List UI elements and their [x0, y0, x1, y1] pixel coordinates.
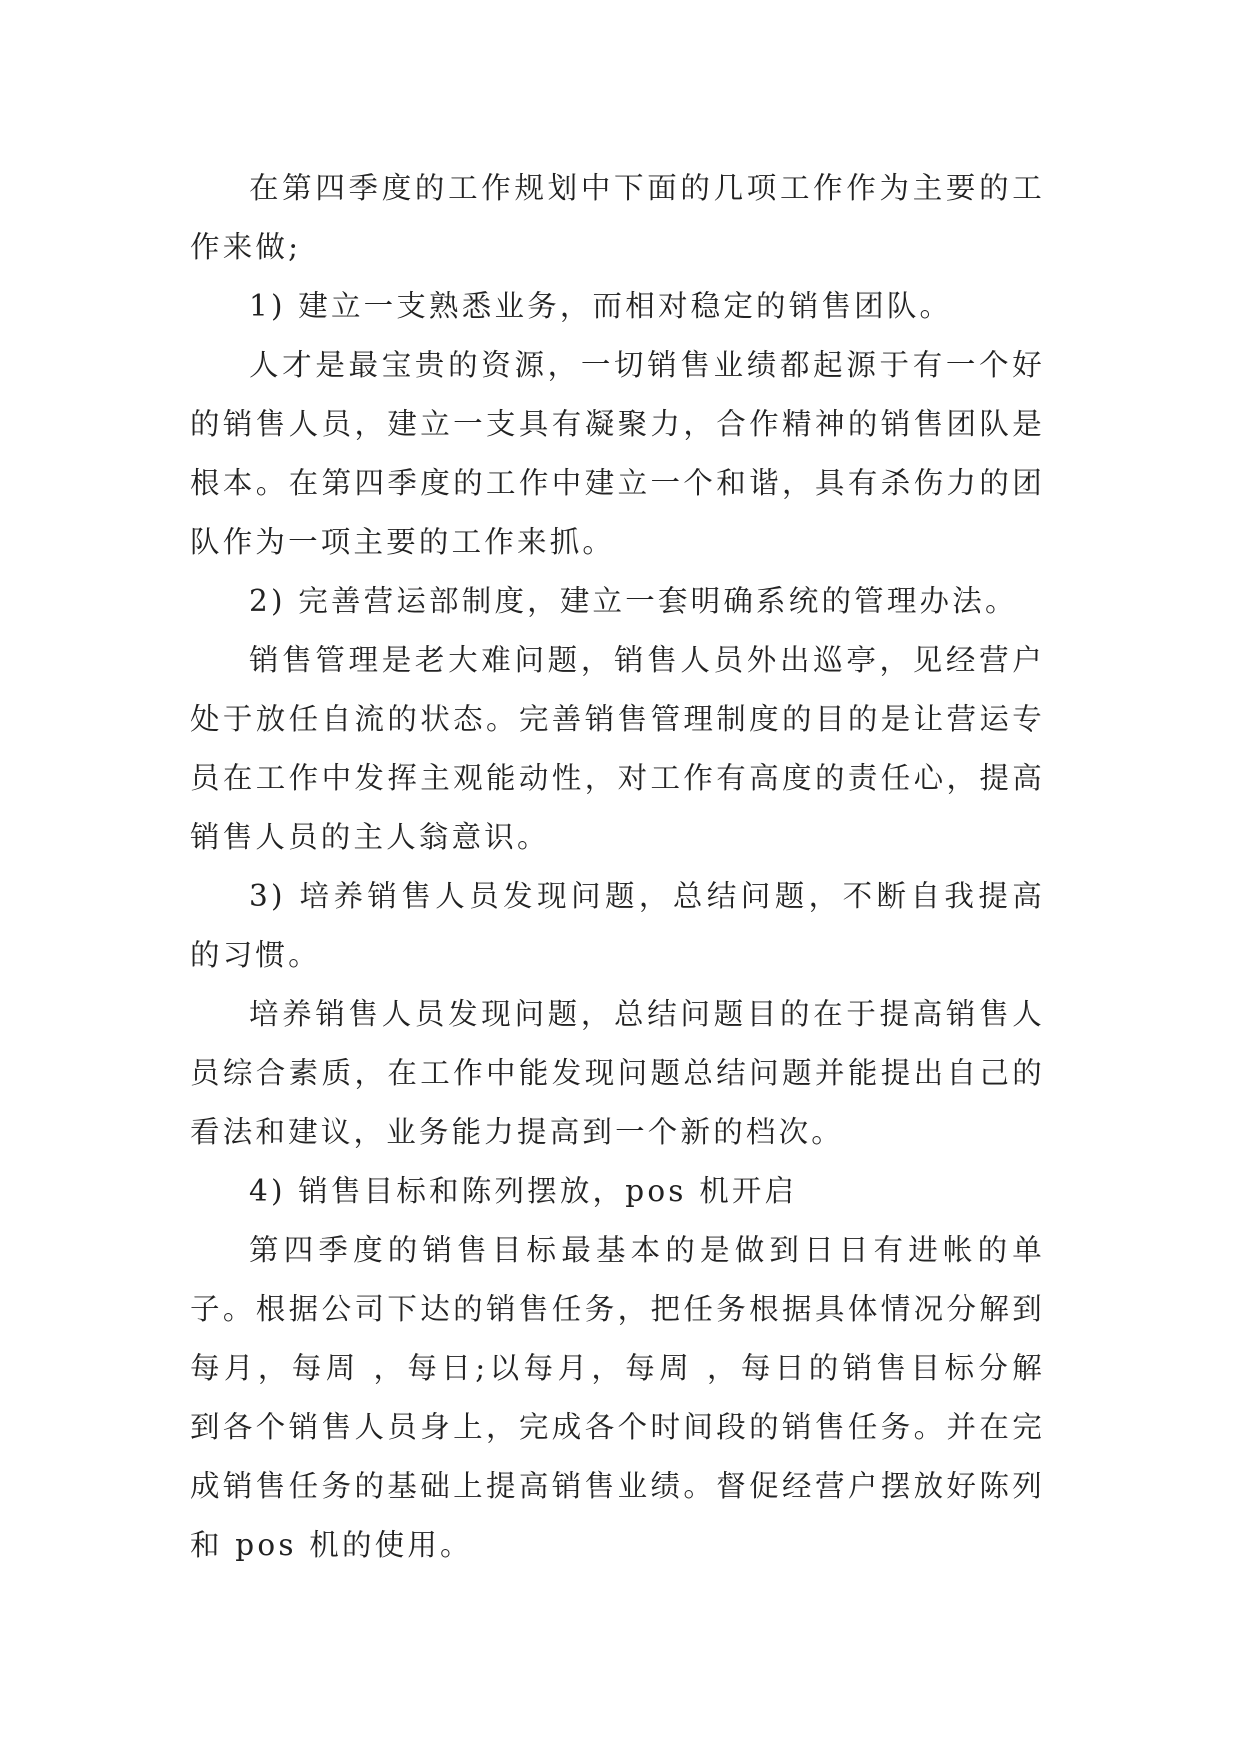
- item-2-paragraph: 销售管理是老大难问题，销售人员外出巡亭，见经营户处于放任自流的状态。完善销售管理制度的目的是让营运专员在工作中发挥主观能动性，对工作有高度的责任心，提高销售人员的主人翁意识。: [190, 643, 1045, 854]
- item-4-paragraph: 第四季度的销售目标最基本的是做到日日有进帐的单子。根据公司下达的销售任务，把任务根据具体情况分解到每月，每周 ，每日;以每月，每周 ，每日的销售目标分解到各个销售人员身上，完成各个时间段的销售任务。并在完成销售任务的基础上提高销售业绩。督促经营户摆放好陈列和 pos 机的使用。: [190, 1233, 1045, 1562]
- item-1-heading: 1) 建立一支熟悉业务，而相对稳定的销售团队。: [249, 289, 953, 323]
- item-4-heading: 4) 销售目标和陈列摆放，pos 机开启: [249, 1174, 798, 1208]
- item-2-heading: 2) 完善营运部制度，建立一套明确系统的管理办法。: [249, 584, 1018, 618]
- item-3-heading: 3) 培养销售人员发现问题，总结问题，不断自我提高的习惯。: [190, 879, 1045, 972]
- document-body: [190, 159, 1045, 1575]
- item-3-paragraph: 培养销售人员发现问题，总结问题目的在于提高销售人员综合素质，在工作中能发现问题总结问题并能提出自己的看法和建议，业务能力提高到一个新的档次。: [190, 997, 1045, 1149]
- item-1-paragraph: 人才是最宝贵的资源，一切销售业绩都起源于有一个好的销售人员，建立一支具有凝聚力，合作精神的销售团队是根本。在第四季度的工作中建立一个和谐，具有杀伤力的团队作为一项主要的工作来抓。: [190, 348, 1045, 559]
- intro-paragraph: 在第四季度的工作规划中下面的几项工作作为主要的工作来做;: [190, 171, 1045, 264]
